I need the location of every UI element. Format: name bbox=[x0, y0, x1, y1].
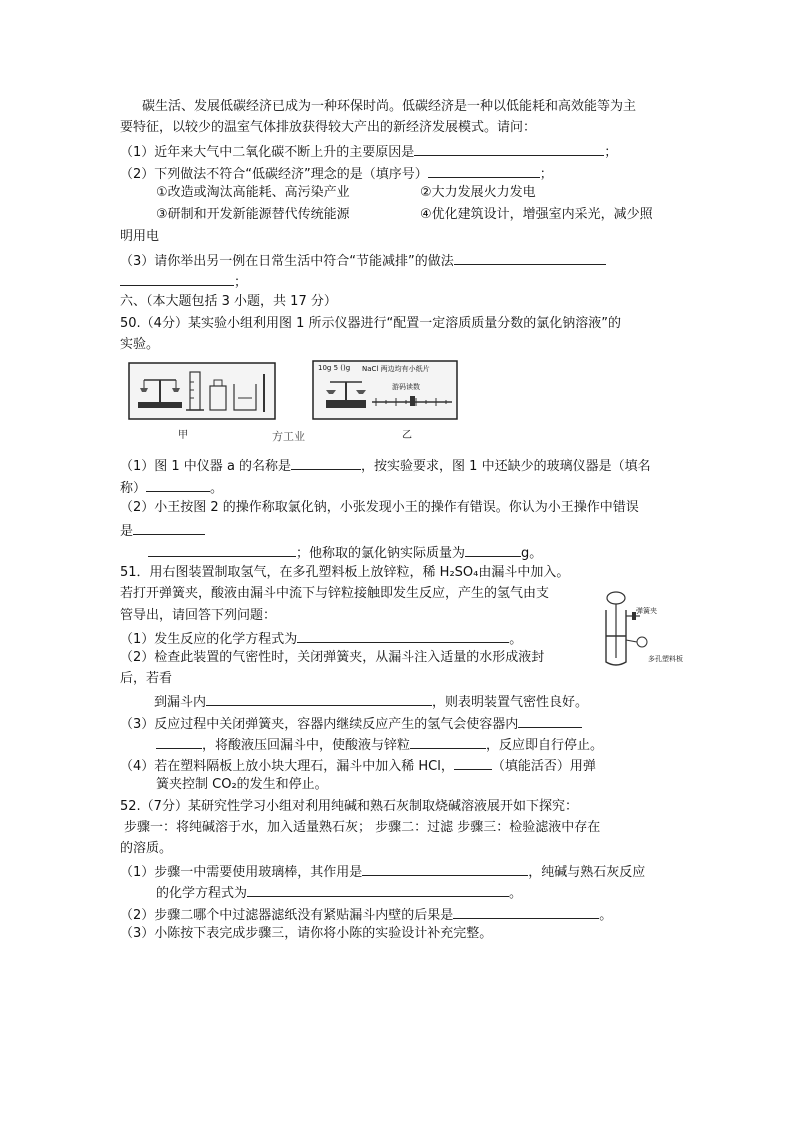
q51-stem-line3: 管导出，请回答下列问题： bbox=[120, 608, 277, 623]
q51-stem-line1: 51．用右图装置制取氢气，在多孔塑料板上放锌粒，稀 H₂SO₄由漏斗中加入。 bbox=[120, 565, 570, 580]
q52-part2: （2）步骤二哪个中过滤器滤纸没有紧贴漏斗内壁的后果是 。 bbox=[120, 904, 612, 925]
answer-blank[interactable] bbox=[454, 250, 606, 265]
figure-label-right: 乙 bbox=[402, 430, 412, 441]
answer-blank[interactable] bbox=[146, 477, 210, 492]
q50-part2-end: ；他称取的氯化钠实际质量为 g。 bbox=[148, 542, 542, 563]
q52-part3: （3）小陈按下表完成步骤三，请你将小陈的实验设计补充完整。 bbox=[120, 926, 493, 941]
q51-part1: （1）发生反应的化学方程式为 。 bbox=[120, 628, 522, 649]
q50-part2-continued: 是 bbox=[120, 520, 205, 541]
q49-option4-continued: 明用电 bbox=[120, 229, 160, 244]
q49-part1: （1）近年来大气中二氧化碳不断上升的主要原因是 ； bbox=[120, 141, 617, 162]
figure-text-paper: NaCl 两边均有小纸片 bbox=[362, 365, 430, 373]
answer-blank[interactable] bbox=[156, 734, 202, 749]
q51-stem-line2: 若打开弹簧夹，酸液由漏斗中流下与锌粒接触即发生反应，产生的氢气由支 bbox=[120, 586, 550, 601]
q49-part2: （2）下列做法不符合“低碳经济”理念的是（填序号） ； bbox=[120, 163, 553, 184]
figure-text-reading: 游码读数 bbox=[392, 383, 420, 391]
q51-part2: （2）检查此装置的气密性时，关闭弹簧夹，从漏斗注入适量的水形成液封 bbox=[120, 650, 545, 665]
q52-part1: （1）步骤一中需要使用玻璃棒，其作用是 ，纯碱与熟石灰反应 bbox=[120, 861, 645, 882]
answer-blank[interactable] bbox=[362, 861, 528, 876]
answer-blank[interactable] bbox=[206, 691, 432, 706]
q51-part4-continued: 簧夹控制 CO₂的发生和停止。 bbox=[156, 777, 328, 792]
answer-blank[interactable] bbox=[454, 755, 492, 770]
q50-part2: （2）小王按图 2 的操作称取氯化钠，小张发现小王的操作有错误。你认为小王操作中错误 bbox=[120, 500, 639, 515]
answer-blank[interactable] bbox=[247, 882, 509, 897]
answer-blank[interactable] bbox=[297, 628, 509, 643]
q49-intro-line1: 碳生活、发展低碳经济已成为一种环保时尚。低碳经济是一种以低能耗和高效能等为主 bbox=[142, 99, 637, 114]
figure-watermark: 方工业 bbox=[272, 430, 305, 443]
q50-part1-continued: 称） 。 bbox=[120, 477, 223, 498]
figure-text-weights: 10g 5 ()g bbox=[318, 364, 351, 372]
figure-label-plate: 多孔塑料板 bbox=[648, 655, 683, 663]
answer-blank[interactable] bbox=[414, 141, 604, 156]
q49-intro-line2: 要特征，以较少的温室气体排放获得较大产出的新经济发展模式。请问： bbox=[120, 120, 537, 135]
answer-blank[interactable] bbox=[120, 271, 234, 286]
q49-part3-continued: ； bbox=[120, 271, 247, 292]
answer-blank[interactable] bbox=[453, 904, 599, 919]
answer-blank[interactable] bbox=[133, 520, 205, 535]
q49-option3: ③研制和开发新能源替代传统能源 bbox=[156, 207, 350, 222]
q50-stem-line2: 实验。 bbox=[120, 337, 160, 352]
answer-blank[interactable] bbox=[518, 713, 582, 728]
q49-option1: ①改造或淘汰高能耗、高污染产业 bbox=[156, 185, 350, 200]
q52-steps-continued: 的溶质。 bbox=[120, 841, 173, 856]
q52-steps: 步骤一：将纯碱溶于水，加入适量熟石灰； 步骤二：过滤 步骤三：检验滤液中存在 bbox=[124, 820, 601, 835]
q51-part2-c: 到漏斗内 ，则表明装置气密性良好。 bbox=[154, 691, 588, 712]
q49-option2: ②大力发展火力发电 bbox=[420, 185, 536, 200]
q51-part3: （3）反应过程中关闭弹簧夹，容器内继续反应产生的氢气会使容器内 bbox=[120, 713, 582, 734]
answer-blank[interactable] bbox=[148, 542, 296, 557]
q51-part3-continued: ，将酸液压回漏斗中，使酸液与锌粒 ，反应即自行停止。 bbox=[156, 734, 603, 755]
answer-blank[interactable] bbox=[410, 734, 486, 749]
q51-part2-b: 后，若看 bbox=[120, 671, 173, 686]
answer-blank[interactable] bbox=[428, 163, 540, 178]
figure-apparatus-left bbox=[128, 362, 276, 420]
q52-part1-continued: 的化学方程式为 。 bbox=[156, 882, 522, 903]
figure-label-left: 甲 bbox=[178, 430, 188, 441]
section-heading: 六、（本大题包括 3 小题，共 17 分） bbox=[120, 294, 337, 309]
q51-part4: （4）若在塑料隔板上放小块大理石，漏斗中加入稀 HCl， （填能活否）用弹 bbox=[120, 755, 596, 776]
q50-stem-line1: 50.（4分）某实验小组利用图 1 所示仪器进行“配置一定溶质质量分数的氯化钠溶液”的 bbox=[120, 316, 621, 331]
q49-part3: （3）请你举出另一例在日常生活中符合“节能减排”的做法 bbox=[120, 250, 606, 271]
q49-option4: ④优化建筑设计，增强室内采光，减少照 bbox=[420, 207, 653, 222]
figure-label-clamp: 弹簧夹 bbox=[636, 607, 657, 615]
answer-blank[interactable] bbox=[465, 542, 521, 557]
q52-stem: 52.（7分）某研究性学习小组对利用纯碱和熟石灰制取烧碱溶液展开如下探究： bbox=[120, 799, 578, 814]
q50-part1: （1）图 1 中仪器 a 的名称是 ，按实验要求，图 1 中还缺少的玻璃仪器是（填名 bbox=[120, 455, 651, 476]
answer-blank[interactable] bbox=[291, 455, 361, 470]
